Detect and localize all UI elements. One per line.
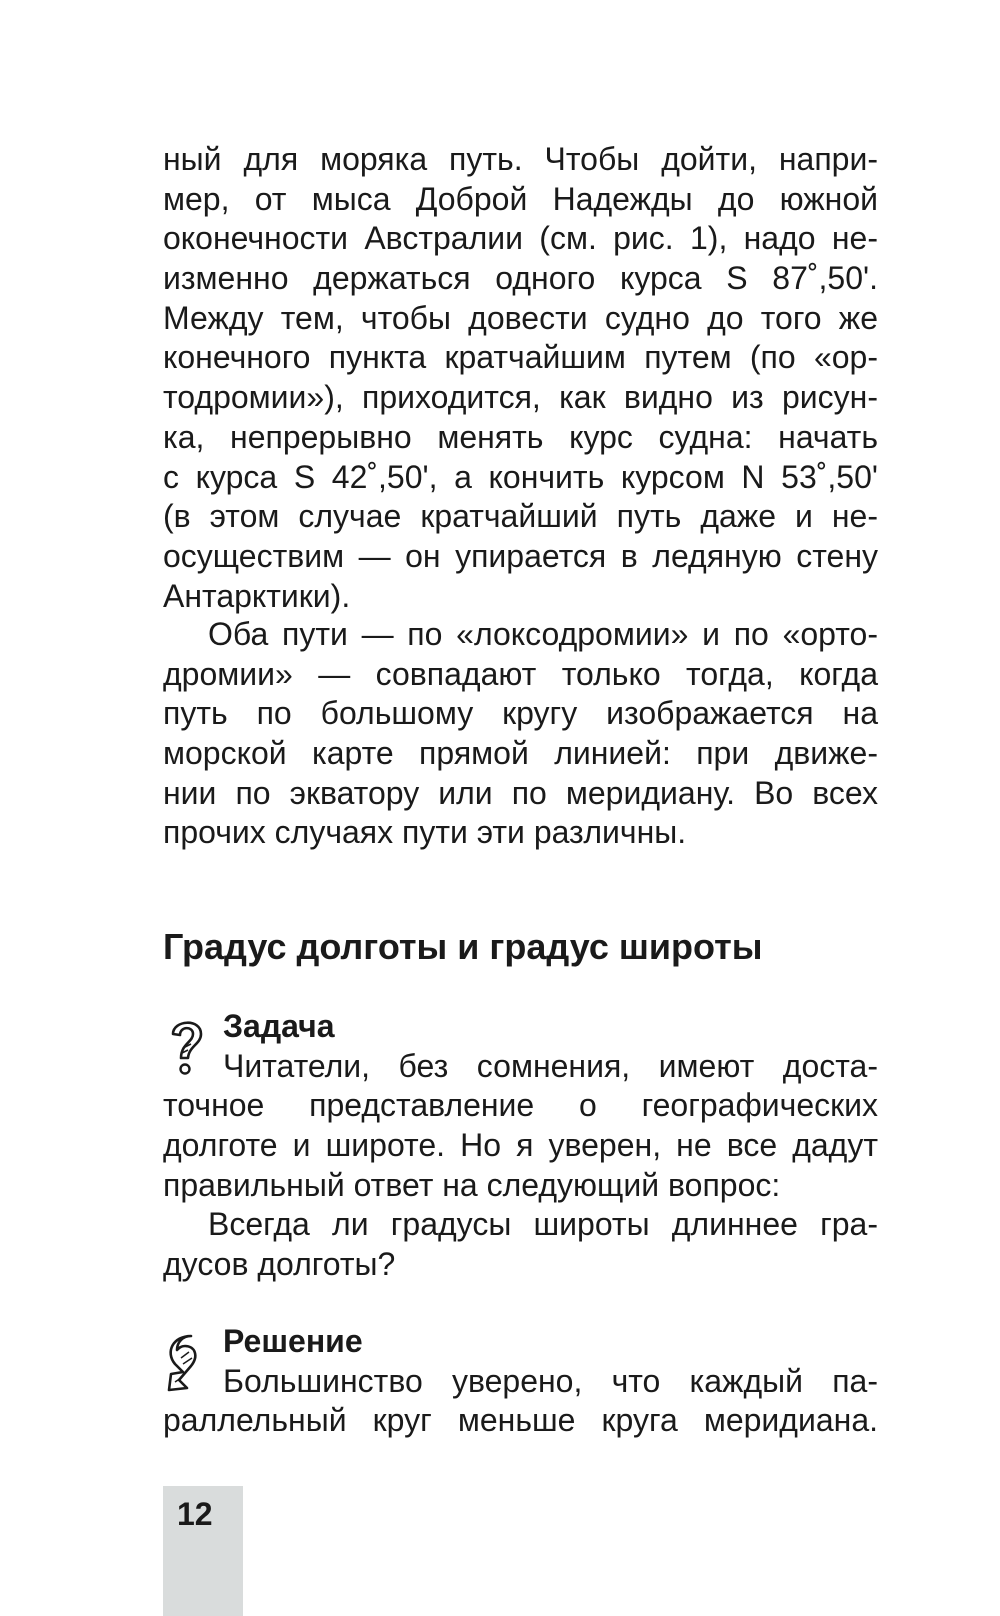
text-line: тодромии»), приходится, как видно из рисун- [163, 379, 878, 416]
solution-title: Решение [223, 1323, 363, 1359]
page-number: 12 [177, 1496, 213, 1532]
text-line: нии по экватору или по меридиану. Во всех [163, 774, 878, 811]
text-line: прочих случаях пути эти различны. [163, 814, 687, 851]
text-line: Читатели, без сомнения, имеют доста- [223, 1047, 878, 1084]
text-line: Всегда ли градусы широты длиннее гра- [208, 1206, 878, 1243]
text-line: раллельный круг меньше круга меридиана. [163, 1402, 878, 1439]
text-line: мер, от мыса Доброй Надежды до южной [163, 180, 878, 217]
text-line: Между тем, чтобы довести судно до того же [163, 299, 878, 336]
text-line: с курса S 42˚,50', а кончить курсом N 53˚,50' [163, 458, 878, 495]
text-line: изменно держаться одного курса S 87˚,50'. [163, 260, 878, 297]
paragraph-paths [163, 615, 878, 853]
text-line: точное представление о географических [163, 1087, 878, 1124]
text-line: (в этом случае кратчайший путь даже и не- [163, 498, 878, 535]
text-line: дусов долготы? [163, 1246, 396, 1283]
text-line: ный для моряка путь. Чтобы дойти, напри- [163, 141, 878, 177]
task-title: Задача [223, 1008, 335, 1044]
text-line: правильный ответ на следующий вопрос: [163, 1166, 781, 1203]
solution-block [163, 1322, 878, 1441]
paragraph-continuation [163, 140, 878, 616]
text-line: путь по большому кругу изображается на [163, 695, 878, 732]
text-line: Антарктики). [163, 577, 351, 614]
text-line: Оба пути — по «локсодромии» и по «орто- [208, 616, 878, 652]
text-line: оконечности Австралии (см. рис. 1), надо не- [163, 220, 878, 257]
text-line: дромии» — совпадают только тогда, когда [163, 655, 878, 692]
text-line: конечного пункта кратчайшим путем (по «ор- [163, 339, 878, 376]
text-line: долготе и широте. Но я уверен, не все дадут [163, 1127, 878, 1164]
section-heading: Градус долготы и градус широты [163, 926, 763, 967]
text-line: ка, непрерывно менять курс судна: начать [163, 418, 878, 455]
text-line: морской карте прямой линией: при движе- [163, 735, 878, 772]
text-line: осуществим — он упирается в ледяную стену [163, 537, 878, 574]
text-line: Большинство уверено, что каждый па- [223, 1362, 878, 1399]
task-block [163, 1007, 878, 1285]
